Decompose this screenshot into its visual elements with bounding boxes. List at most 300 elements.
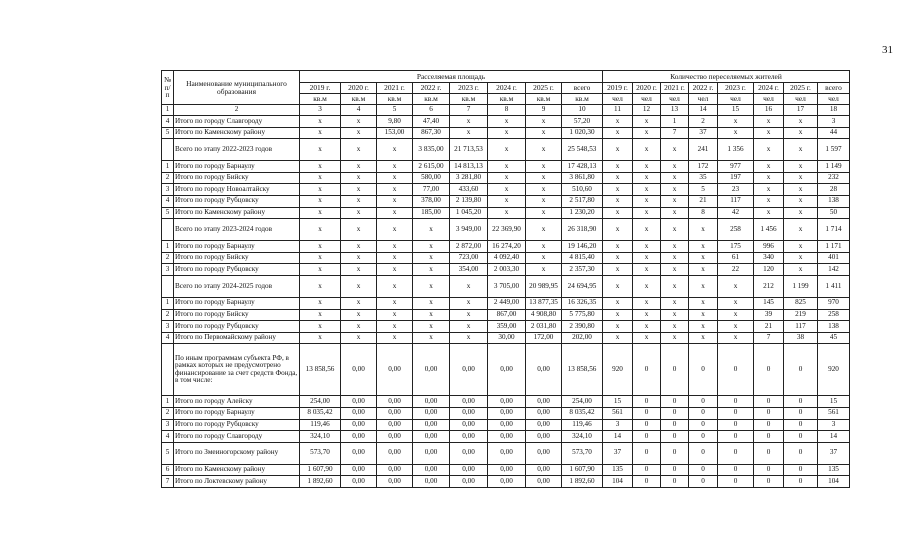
- area-cell: x: [300, 184, 341, 196]
- header-column-number: 15: [718, 105, 754, 116]
- people-cell: x: [718, 275, 754, 297]
- header-people-unit: чел: [689, 94, 718, 105]
- people-cell: 0: [689, 464, 718, 476]
- people-cell: x: [784, 161, 818, 173]
- header-column-number: 4: [341, 105, 377, 116]
- area-cell: 0,00: [377, 476, 413, 488]
- area-cell: x: [450, 116, 488, 128]
- area-cell: 3 705,00: [488, 275, 526, 297]
- area-cell: x: [488, 195, 526, 207]
- people-cell: 0: [784, 396, 818, 408]
- people-cell: 920: [818, 344, 850, 396]
- table-row: [162, 127, 850, 139]
- table-row: [162, 241, 850, 253]
- people-cell: 0: [689, 419, 718, 431]
- area-cell: 1 230,20: [562, 207, 603, 219]
- row-name: Всего по этапу 2023-2024 годов: [174, 219, 300, 241]
- people-cell: x: [633, 127, 661, 139]
- area-cell: x: [450, 297, 488, 309]
- header-column-number: 3: [300, 105, 341, 116]
- area-cell: 0,00: [526, 419, 562, 431]
- header-area-year: 2020 г.: [341, 83, 377, 94]
- area-cell: 0,00: [377, 344, 413, 396]
- area-cell: x: [526, 264, 562, 276]
- people-cell: x: [603, 172, 633, 184]
- people-cell: 15: [603, 396, 633, 408]
- header-column-number: 12: [633, 105, 661, 116]
- area-cell: x: [377, 207, 413, 219]
- area-cell: 0,00: [413, 407, 450, 419]
- people-cell: 8: [689, 207, 718, 219]
- people-cell: x: [718, 321, 754, 333]
- header-area-group: Расселяемая площадь: [300, 71, 603, 83]
- people-cell: 258: [718, 219, 754, 241]
- area-cell: 0,00: [488, 464, 526, 476]
- people-cell: x: [784, 264, 818, 276]
- area-cell: 185,00: [413, 207, 450, 219]
- area-cell: 0,00: [526, 431, 562, 443]
- header-people-unit: чел: [718, 94, 754, 105]
- header-people-unit: чел: [633, 94, 661, 105]
- resettlement-table-wrapper: [161, 70, 850, 488]
- people-cell: x: [661, 252, 689, 264]
- people-cell: 23: [718, 184, 754, 196]
- area-cell: 119,46: [300, 419, 341, 431]
- people-cell: 197: [718, 172, 754, 184]
- area-cell: x: [300, 219, 341, 241]
- area-cell: 0,00: [413, 431, 450, 443]
- people-cell: x: [603, 252, 633, 264]
- people-cell: x: [603, 127, 633, 139]
- area-cell: x: [413, 241, 450, 253]
- area-cell: 0,00: [450, 419, 488, 431]
- people-cell: x: [689, 241, 718, 253]
- row-number: 6: [162, 464, 174, 476]
- people-cell: 1 171: [818, 241, 850, 253]
- area-cell: x: [488, 116, 526, 128]
- area-cell: 9,80: [377, 116, 413, 128]
- area-cell: x: [300, 127, 341, 139]
- people-cell: 104: [818, 476, 850, 488]
- people-cell: 0: [718, 464, 754, 476]
- people-cell: 0: [784, 464, 818, 476]
- area-cell: x: [526, 241, 562, 253]
- people-cell: x: [661, 297, 689, 309]
- people-cell: x: [633, 332, 661, 344]
- header-people-unit: чел: [603, 94, 633, 105]
- area-cell: x: [413, 252, 450, 264]
- header-column-number: 1: [162, 105, 174, 116]
- area-cell: x: [300, 172, 341, 184]
- row-number: 4: [162, 116, 174, 128]
- area-cell: 3 861,80: [562, 172, 603, 184]
- area-cell: 0,00: [450, 476, 488, 488]
- row-name: Итого по городу Барнаулу: [174, 297, 300, 309]
- people-cell: 0: [689, 396, 718, 408]
- header-area-unit: кв.м: [413, 94, 450, 105]
- header-column-number: 13: [661, 105, 689, 116]
- area-cell: 13 877,35: [526, 297, 562, 309]
- people-cell: x: [718, 127, 754, 139]
- area-cell: 1 607,90: [300, 464, 341, 476]
- area-cell: 14 813,13: [450, 161, 488, 173]
- area-cell: 254,00: [300, 396, 341, 408]
- area-cell: 433,60: [450, 184, 488, 196]
- people-cell: x: [689, 321, 718, 333]
- people-cell: 0: [633, 407, 661, 419]
- area-cell: x: [526, 207, 562, 219]
- area-cell: 0,00: [488, 419, 526, 431]
- people-cell: 21: [689, 195, 718, 207]
- area-cell: 47,40: [413, 116, 450, 128]
- header-area-unit: кв.м: [300, 94, 341, 105]
- people-cell: 3: [603, 419, 633, 431]
- people-cell: x: [633, 195, 661, 207]
- people-cell: 1 714: [818, 219, 850, 241]
- header-people-group: Количество переселяемых жителей: [603, 71, 850, 83]
- area-cell: 723,00: [450, 252, 488, 264]
- table-row: [162, 297, 850, 309]
- people-cell: 0: [633, 464, 661, 476]
- row-name: Итого по городу Барнаулу: [174, 241, 300, 253]
- area-cell: 0,00: [377, 419, 413, 431]
- row-name: Итого по городу Славгороду: [174, 116, 300, 128]
- people-cell: 258: [818, 309, 850, 321]
- people-cell: 0: [718, 396, 754, 408]
- area-cell: 0,00: [450, 464, 488, 476]
- people-cell: 42: [718, 207, 754, 219]
- people-cell: x: [784, 219, 818, 241]
- people-cell: x: [689, 332, 718, 344]
- row-name: Итого по городу Алейску: [174, 396, 300, 408]
- header-people-year: 2021 г.: [661, 83, 689, 94]
- table-row: [162, 219, 850, 241]
- table-row: [162, 207, 850, 219]
- area-cell: 2 003,30: [488, 264, 526, 276]
- people-cell: 241: [689, 139, 718, 161]
- area-cell: 1 892,60: [300, 476, 341, 488]
- people-cell: 996: [754, 241, 784, 253]
- area-cell: 254,00: [562, 396, 603, 408]
- area-cell: 1 607,90: [562, 464, 603, 476]
- people-cell: 0: [718, 419, 754, 431]
- area-cell: 867,00: [488, 309, 526, 321]
- people-cell: 37: [689, 127, 718, 139]
- area-cell: 13 858,56: [562, 344, 603, 396]
- area-cell: x: [341, 241, 377, 253]
- people-cell: x: [754, 127, 784, 139]
- people-cell: x: [633, 184, 661, 196]
- row-name: Итого по Змеиногорскому району: [174, 442, 300, 464]
- people-cell: 104: [603, 476, 633, 488]
- area-cell: 0,00: [413, 396, 450, 408]
- area-cell: 0,00: [450, 442, 488, 464]
- area-cell: 16 274,20: [488, 241, 526, 253]
- people-cell: 0: [754, 464, 784, 476]
- people-cell: x: [633, 207, 661, 219]
- header-people-year: 2023 г.: [718, 83, 754, 94]
- people-cell: x: [689, 297, 718, 309]
- people-cell: x: [633, 252, 661, 264]
- table-row: [162, 321, 850, 333]
- area-cell: x: [341, 116, 377, 128]
- area-cell: 0,00: [413, 476, 450, 488]
- header-area-year: 2021 г.: [377, 83, 413, 94]
- area-cell: 8 035,42: [562, 407, 603, 419]
- header-area-unit: кв.м: [526, 94, 562, 105]
- area-cell: 0,00: [377, 431, 413, 443]
- row-number: 2: [162, 407, 174, 419]
- people-cell: 561: [603, 407, 633, 419]
- area-cell: x: [300, 195, 341, 207]
- area-cell: x: [377, 139, 413, 161]
- area-cell: 0,00: [341, 476, 377, 488]
- area-cell: 17 428,13: [562, 161, 603, 173]
- row-number: 3: [162, 184, 174, 196]
- area-cell: x: [341, 139, 377, 161]
- people-cell: 1 597: [818, 139, 850, 161]
- people-cell: 0: [784, 476, 818, 488]
- people-cell: x: [603, 297, 633, 309]
- resettlement-table: [161, 70, 850, 488]
- area-cell: 2 390,80: [562, 321, 603, 333]
- people-cell: 142: [818, 264, 850, 276]
- area-cell: x: [526, 139, 562, 161]
- people-cell: x: [689, 252, 718, 264]
- people-cell: 7: [661, 127, 689, 139]
- people-cell: 44: [818, 127, 850, 139]
- area-cell: x: [341, 161, 377, 173]
- area-cell: x: [526, 116, 562, 128]
- area-cell: x: [526, 195, 562, 207]
- area-cell: 2 517,80: [562, 195, 603, 207]
- table-row: [162, 332, 850, 344]
- people-cell: x: [633, 264, 661, 276]
- row-name: Итого по городу Бийску: [174, 309, 300, 321]
- area-cell: 359,00: [488, 321, 526, 333]
- table-row: [162, 275, 850, 297]
- people-cell: 120: [754, 264, 784, 276]
- people-cell: 0: [718, 407, 754, 419]
- people-cell: x: [603, 275, 633, 297]
- area-cell: x: [377, 184, 413, 196]
- people-cell: x: [633, 309, 661, 321]
- area-cell: 0,00: [526, 464, 562, 476]
- area-cell: 2 031,80: [526, 321, 562, 333]
- area-cell: x: [300, 207, 341, 219]
- people-cell: 135: [603, 464, 633, 476]
- area-cell: x: [341, 297, 377, 309]
- people-cell: 138: [818, 321, 850, 333]
- people-cell: 0: [661, 476, 689, 488]
- people-cell: 117: [718, 195, 754, 207]
- people-cell: 0: [661, 442, 689, 464]
- area-cell: x: [300, 332, 341, 344]
- row-number: 2: [162, 172, 174, 184]
- area-cell: x: [450, 321, 488, 333]
- area-cell: 20 989,95: [526, 275, 562, 297]
- area-cell: x: [300, 139, 341, 161]
- people-cell: 28: [818, 184, 850, 196]
- header-num: № п/п: [162, 71, 174, 105]
- area-cell: 13 858,56: [300, 344, 341, 396]
- header-column-number: 2: [174, 105, 300, 116]
- area-cell: x: [377, 252, 413, 264]
- row-number: 5: [162, 127, 174, 139]
- people-cell: 0: [661, 396, 689, 408]
- area-cell: 0,00: [488, 442, 526, 464]
- row-name: Итого по Первомайскому району: [174, 332, 300, 344]
- area-cell: 0,00: [450, 396, 488, 408]
- people-cell: x: [661, 332, 689, 344]
- people-cell: x: [661, 195, 689, 207]
- area-cell: 324,10: [562, 431, 603, 443]
- row-number: 2: [162, 309, 174, 321]
- area-cell: 0,00: [341, 396, 377, 408]
- area-cell: 1 020,30: [562, 127, 603, 139]
- people-cell: 0: [689, 442, 718, 464]
- people-cell: 39: [754, 309, 784, 321]
- area-cell: 3 835,00: [413, 139, 450, 161]
- people-cell: x: [603, 207, 633, 219]
- table-row: [162, 195, 850, 207]
- row-name: Итого по Каменскому району: [174, 127, 300, 139]
- people-cell: 1 199: [784, 275, 818, 297]
- row-number: 3: [162, 264, 174, 276]
- area-cell: x: [377, 297, 413, 309]
- header-people-year: 2022 г.: [689, 83, 718, 94]
- area-cell: x: [450, 275, 488, 297]
- table-row: [162, 184, 850, 196]
- area-cell: 3 949,00: [450, 219, 488, 241]
- header-people-year: 2025 г.: [784, 83, 818, 94]
- header-people-year: 2020 г.: [633, 83, 661, 94]
- area-cell: 119,46: [562, 419, 603, 431]
- people-cell: x: [754, 172, 784, 184]
- area-cell: 0,00: [377, 464, 413, 476]
- people-cell: 175: [718, 241, 754, 253]
- people-cell: 561: [818, 407, 850, 419]
- area-cell: x: [377, 264, 413, 276]
- area-cell: x: [377, 241, 413, 253]
- header-column-number: 8: [488, 105, 526, 116]
- area-cell: x: [377, 172, 413, 184]
- people-cell: x: [784, 241, 818, 253]
- area-cell: 510,60: [562, 184, 603, 196]
- people-cell: 0: [633, 431, 661, 443]
- people-cell: x: [689, 275, 718, 297]
- area-cell: 4 092,40: [488, 252, 526, 264]
- header-column-number: 9: [526, 105, 562, 116]
- table-row: [162, 419, 850, 431]
- header-column-number: 11: [603, 105, 633, 116]
- people-cell: x: [661, 321, 689, 333]
- area-cell: 26 318,90: [562, 219, 603, 241]
- people-cell: x: [718, 332, 754, 344]
- header-people-year: 2019 г.: [603, 83, 633, 94]
- area-cell: x: [413, 264, 450, 276]
- table-row: [162, 464, 850, 476]
- people-cell: 970: [818, 297, 850, 309]
- people-cell: x: [784, 139, 818, 161]
- area-cell: x: [377, 219, 413, 241]
- header-column-number: 7: [450, 105, 488, 116]
- header-area-year: всего: [562, 83, 603, 94]
- area-cell: x: [526, 161, 562, 173]
- area-cell: x: [341, 321, 377, 333]
- area-cell: 573,70: [562, 442, 603, 464]
- table-body: [162, 116, 850, 488]
- people-cell: 0: [633, 396, 661, 408]
- people-cell: 0: [633, 419, 661, 431]
- people-cell: x: [754, 116, 784, 128]
- people-cell: 0: [784, 407, 818, 419]
- area-cell: x: [413, 275, 450, 297]
- area-cell: 0,00: [526, 407, 562, 419]
- people-cell: 45: [818, 332, 850, 344]
- area-cell: 0,00: [413, 344, 450, 396]
- people-cell: x: [689, 219, 718, 241]
- people-cell: 1: [661, 116, 689, 128]
- area-cell: 0,00: [488, 476, 526, 488]
- table-row: [162, 407, 850, 419]
- area-cell: 2 872,00: [450, 241, 488, 253]
- area-cell: x: [377, 161, 413, 173]
- people-cell: 138: [818, 195, 850, 207]
- header-column-number: 18: [818, 105, 850, 116]
- area-cell: 2 615,00: [413, 161, 450, 173]
- area-cell: 2 449,00: [488, 297, 526, 309]
- row-number: 5: [162, 442, 174, 464]
- people-cell: 212: [754, 275, 784, 297]
- area-cell: 3 281,80: [450, 172, 488, 184]
- row-number: 2: [162, 252, 174, 264]
- area-cell: x: [341, 219, 377, 241]
- people-cell: x: [633, 297, 661, 309]
- area-cell: x: [488, 127, 526, 139]
- area-cell: x: [450, 309, 488, 321]
- people-cell: x: [661, 219, 689, 241]
- table-row: [162, 116, 850, 128]
- area-cell: 0,00: [413, 464, 450, 476]
- header-people-unit: чел: [818, 94, 850, 105]
- header-people-unit: чел: [754, 94, 784, 105]
- area-cell: 0,00: [413, 419, 450, 431]
- row-number: [162, 219, 174, 241]
- area-cell: 0,00: [450, 344, 488, 396]
- area-cell: x: [300, 116, 341, 128]
- area-cell: x: [526, 252, 562, 264]
- people-cell: 0: [718, 431, 754, 443]
- people-cell: x: [784, 127, 818, 139]
- people-cell: 37: [603, 442, 633, 464]
- area-cell: 324,10: [300, 431, 341, 443]
- people-cell: x: [784, 172, 818, 184]
- header-name: Наименование муниципального образования: [174, 71, 300, 105]
- row-number: 4: [162, 431, 174, 443]
- area-cell: x: [450, 127, 488, 139]
- people-cell: 14: [603, 431, 633, 443]
- header-people-unit: чел: [661, 94, 689, 105]
- table-row: [162, 252, 850, 264]
- people-cell: 15: [818, 396, 850, 408]
- area-cell: 5 775,80: [562, 309, 603, 321]
- row-number: 4: [162, 332, 174, 344]
- row-name: Итого по городу Бийску: [174, 172, 300, 184]
- people-cell: 219: [784, 309, 818, 321]
- area-cell: 0,00: [488, 407, 526, 419]
- header-column-number: 16: [754, 105, 784, 116]
